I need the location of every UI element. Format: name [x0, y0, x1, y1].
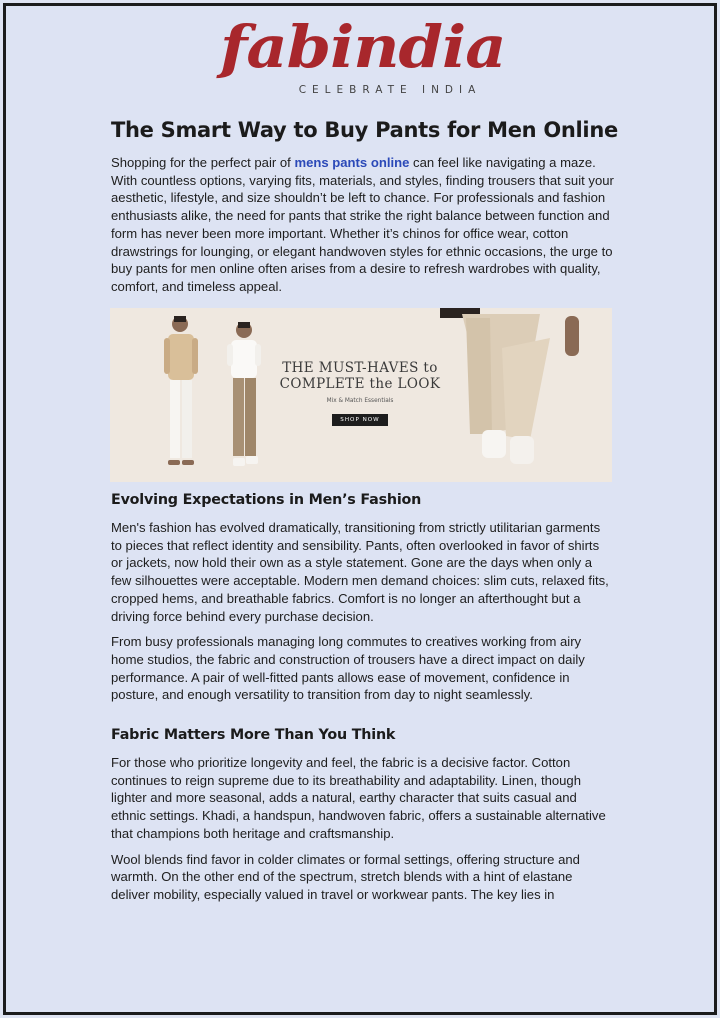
section2-paragraph-1: For those who prioritize longevity and feel, the fabric is a decisive factor. Cotton continues to reign supreme due to its breathability and adaptability. Linen, though lighter and more seasonal, adds a natural, earthy character that suits casual and ethnic settings. Khadi, a handspun, handwoven fabric, offers a sustainable alternative that champions both heritage and craftsmanship. [111, 755, 606, 841]
section1-paragraph-2: From busy professionals managing long commutes to creatives working from airy home studios, the fabric and construction of trousers have a direct impact on daily performance. A pair of well-fitted pants allows ease of movement, confidence in posture, and enough versatility to transition from day to night seamlessly. [111, 634, 585, 703]
logo-tagline: CELEBRATE INDIA [298, 84, 482, 96]
section2-paragraph-2: Wool blends find favor in colder climates or formal settings, offering structure and warmth. On the other end of the spectrum, stretch blends with a hint of elastane deliver mobility, especially valued in travel or workwear pants. The key lies in [111, 851, 580, 902]
section1-paragraph-1: Men's fashion has evolved dramatically, transitioning from strictly utilitarian garments to pieces that reflect identity and sensibility. Pants, often overlooked in favor of shirts or jackets, now hold their own as a style statement. Gone are the days when only a few silhouettes were acceptable. Modern men demand choices: slim cuts, relaxed fits, cropped hems, and breathable fabrics. Comfort is no longer an afterthought but a driving force behind every purchase decision. [111, 520, 609, 624]
intro-section [111, 154, 614, 296]
logo-wordmark: fabindia [220, 13, 506, 81]
mens-pants-link[interactable]: mens pants online [294, 155, 410, 170]
banner-copy [270, 360, 450, 426]
document-page [3, 3, 717, 1015]
promo-banner[interactable] [110, 308, 612, 482]
banner-subtitle: Mix & Match Essentials [326, 398, 394, 404]
page-title: The Smart Way to Buy Pants for Men Online [111, 118, 618, 142]
intro-text-rest: can feel like navigating a maze. With countless options, varying fits, materials, and styles, finding trousers that suit your aesthetic, lifestyle, and size shouldn’t be left to chance. For professionals and fashion enthusiasts alike, the need for pants that strike the right balance between function and form has never been more important. Whether it’s chinos for office wear, cotton drawstrings for lounging, or elegant handwoven styles for ethnic occasions, the urge to buy pants for men online often arises from a desire to refresh wardrobes with quality, comfort, and timeless appeal. [111, 155, 614, 294]
banner-title-line2: COMPLETE the LOOK [279, 376, 441, 392]
banner-title-line1: THE MUST-HAVES to [282, 360, 438, 376]
section1-heading: Evolving Expectations in Men’s Fashion [111, 492, 422, 508]
section2-heading: Fabric Matters More Than You Think [111, 727, 396, 743]
intro-paragraph [111, 154, 614, 296]
section-fabric-matters [111, 727, 614, 904]
section-evolving-expectations [111, 492, 614, 704]
brand-logo[interactable] [6, 14, 720, 96]
intro-text-start: Shopping for the perfect pair of [111, 155, 295, 170]
shop-now-button[interactable]: SHOP NOW [332, 414, 387, 426]
